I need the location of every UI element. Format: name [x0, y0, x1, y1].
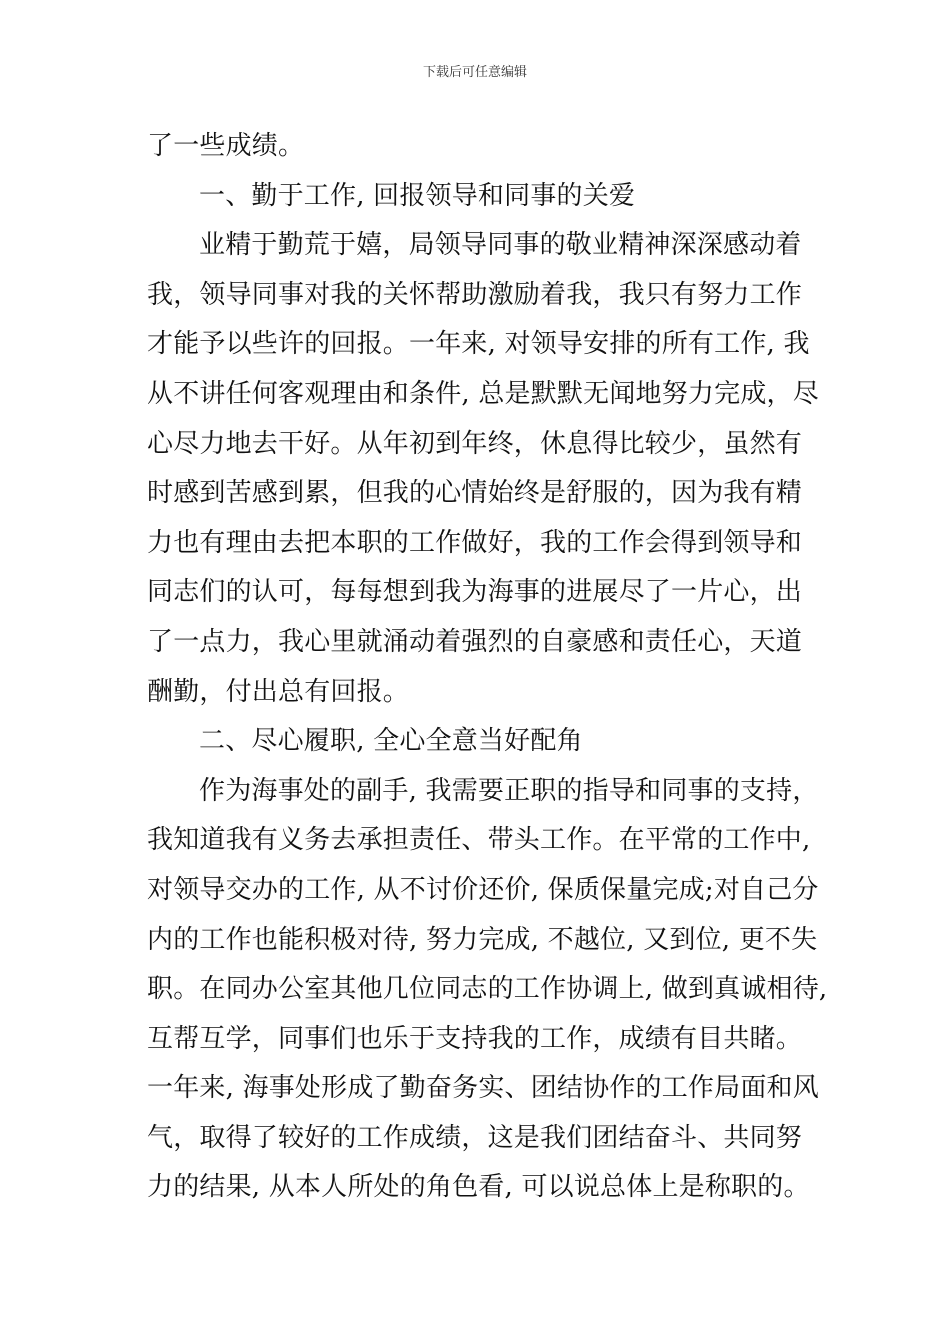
document-body	[147, 122, 828, 1213]
text-line: 了一点力，我心里就涌动着强烈的自豪感和责任心，天道	[147, 626, 803, 657]
paragraph-1-start: 业精于勤荒于嬉，局领导同事的敬业精神深深感动着	[199, 230, 802, 261]
text-line: 心尽力地去干好。从年初到年终，休息得比较少，虽然有	[147, 428, 803, 459]
section-heading-1: 一、勤于工作, 回报领导和同事的关爱	[199, 180, 636, 211]
text-line: 对领导交办的工作, 从不讨价还价, 保质保量完成;对自己分	[147, 874, 819, 905]
text-line: 我知道我有义务去承担责任、带头工作。在平常的工作中,	[147, 825, 811, 856]
text-line: 了一些成绩。	[147, 131, 305, 161]
text-line: 气，取得了较好的工作成绩，这是我们团结奋斗、共同努	[147, 1122, 803, 1153]
section-heading-2: 二、尽心履职, 全心全意当好配角	[199, 726, 583, 757]
text-line: 力的结果, 从本人所处的角色看, 可以说总体上是称职的。	[147, 1172, 810, 1203]
text-line: 互帮互学，同事们也乐于支持我的工作，成绩有目共睹。	[147, 1023, 803, 1054]
text-line: 内的工作也能积极对待, 努力完成, 不越位, 又到位, 更不失	[147, 924, 818, 955]
text-line: 我，领导同事对我的关怀帮助激励着我，我只有努力工作	[147, 279, 803, 310]
paragraph-2-start: 作为海事处的副手, 我需要正职的指导和同事的支持，	[199, 775, 819, 806]
text-line: 从不讲任何客观理由和条件, 总是默默无闻地努力完成，尽	[147, 378, 819, 409]
text-line: 职。在同办公室其他几位同志的工作协调上, 做到真诚相待,	[147, 974, 828, 1005]
text-line: 才能予以些许的回报。一年来, 对领导安排的所有工作, 我	[147, 329, 810, 360]
text-line: 时感到苦感到累，但我的心情始终是舒服的，因为我有精	[147, 478, 803, 509]
text-line: 一年来, 海事处形成了勤奋务实、团结协作的工作局面和风	[147, 1073, 819, 1104]
text-line: 同志们的认可，每每想到我为海事的进展尽了一片心，出	[147, 577, 803, 608]
text-line: 酬勤，付出总有回报。	[147, 676, 410, 707]
text-line: 力也有理由去把本职的工作做好，我的工作会得到领导和	[147, 527, 803, 558]
page-header: 下载后可任意编辑	[422, 65, 527, 80]
